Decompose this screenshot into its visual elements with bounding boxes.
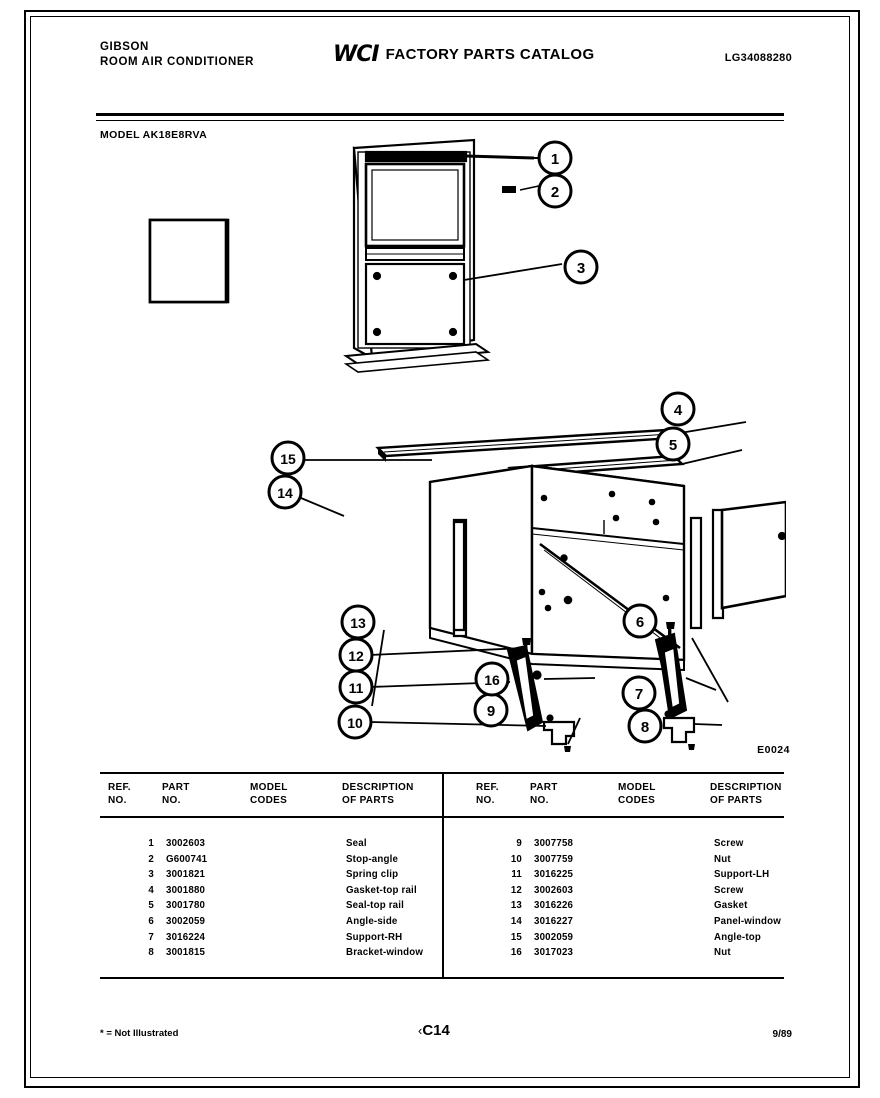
cell-ref-no: 1 bbox=[148, 838, 154, 849]
cell-model-codes bbox=[254, 867, 346, 883]
callout-4 bbox=[662, 393, 694, 425]
table-row bbox=[100, 852, 442, 868]
table-vertical-divider bbox=[442, 774, 444, 816]
cell-part-no: G600741 bbox=[166, 853, 208, 865]
cell-part-no: 3001780 bbox=[166, 900, 206, 912]
callout-8 bbox=[629, 710, 661, 742]
svg-text:7: 7 bbox=[634, 686, 644, 703]
svg-text:2: 2 bbox=[550, 184, 560, 201]
cell-part-no: 3001880 bbox=[166, 884, 206, 896]
table-data-area bbox=[100, 818, 784, 977]
cell-description: Gasket bbox=[714, 900, 748, 912]
header-part2-line1: PART bbox=[530, 782, 558, 793]
callout-1 bbox=[539, 142, 571, 174]
cell-ref-no: 14 bbox=[510, 915, 522, 927]
table-bottom-rule bbox=[100, 977, 784, 979]
callout-12 bbox=[340, 639, 372, 671]
cell-description: Angle-side bbox=[346, 915, 398, 927]
header-desc-line2: OF PARTS bbox=[342, 794, 395, 806]
cell-description: Spring clip bbox=[346, 869, 399, 881]
svg-text:12: 12 bbox=[348, 648, 364, 664]
svg-text:6: 6 bbox=[635, 614, 645, 631]
callout-6 bbox=[624, 605, 656, 637]
table-rows-right bbox=[442, 818, 784, 977]
svg-text:14: 14 bbox=[277, 485, 293, 501]
header-part bbox=[162, 782, 250, 807]
table-row bbox=[100, 898, 442, 914]
callout-3 bbox=[565, 251, 597, 283]
table-row bbox=[468, 930, 784, 946]
table-row bbox=[100, 867, 442, 883]
svg-text:15: 15 bbox=[280, 451, 296, 467]
cell-ref-no: 9 bbox=[516, 838, 522, 849]
header-model-line1: MODEL bbox=[250, 782, 288, 793]
svg-text:5: 5 bbox=[668, 437, 678, 454]
header-part-line2: NO. bbox=[162, 794, 181, 806]
cell-part-no: 3016226 bbox=[534, 900, 574, 912]
table-row bbox=[100, 836, 442, 852]
cell-model-codes bbox=[254, 898, 346, 914]
cell-ref-no: 8 bbox=[148, 947, 154, 959]
cell-part-no: 3007758 bbox=[534, 838, 574, 849]
table-row bbox=[100, 914, 442, 930]
table-header-row bbox=[100, 774, 784, 816]
header-part2-line2: NO. bbox=[530, 794, 549, 806]
cell-model-codes bbox=[254, 930, 346, 946]
callout-16 bbox=[476, 663, 508, 695]
cell-ref-no: 12 bbox=[510, 884, 522, 896]
catalog-title: FACTORY PARTS CATALOG bbox=[385, 46, 595, 63]
callout-15 bbox=[272, 442, 304, 474]
cell-model-codes bbox=[622, 945, 714, 961]
cell-model-codes bbox=[622, 898, 714, 914]
callout-5 bbox=[657, 428, 689, 460]
page-tick: ‹ bbox=[418, 1023, 423, 1038]
cell-description: Support-LH bbox=[714, 869, 770, 881]
cell-description: Gasket-top rail bbox=[346, 884, 417, 896]
cell-model-codes bbox=[622, 836, 714, 852]
header-desc2-line2: OF PARTS bbox=[710, 794, 763, 806]
brand-block bbox=[100, 40, 254, 70]
exploded-parts-diagram bbox=[96, 130, 786, 770]
cell-model-codes bbox=[622, 930, 714, 946]
cell-ref-no: 7 bbox=[148, 931, 154, 943]
footnote: * = Not Illustrated bbox=[100, 1028, 179, 1039]
svg-text:16: 16 bbox=[484, 672, 500, 688]
svg-text:3: 3 bbox=[576, 260, 586, 277]
callout-2 bbox=[539, 175, 571, 207]
cell-part-no: 3016224 bbox=[166, 931, 206, 943]
svg-text:9: 9 bbox=[486, 703, 496, 720]
table-row bbox=[468, 898, 784, 914]
cell-description: Screw bbox=[714, 884, 744, 896]
table-row bbox=[100, 945, 442, 961]
brand-category: ROOM AIR CONDITIONER bbox=[100, 56, 255, 68]
table-row bbox=[100, 930, 442, 946]
table-rows-left bbox=[100, 818, 442, 977]
cell-model-codes bbox=[254, 852, 346, 868]
cell-model-codes bbox=[254, 883, 346, 899]
callout-7 bbox=[623, 677, 655, 709]
parts-table bbox=[100, 772, 784, 979]
table-row bbox=[468, 914, 784, 930]
callout-14 bbox=[269, 476, 301, 508]
cell-description: Seal bbox=[346, 838, 367, 849]
table-vertical-divider-body bbox=[442, 818, 444, 977]
header-model2-line2: CODES bbox=[618, 794, 656, 806]
cell-description: Stop-angle bbox=[346, 853, 399, 865]
cell-description: Nut bbox=[714, 853, 731, 865]
header-ref2-line2: NO. bbox=[476, 794, 495, 806]
cell-part-no: 3016227 bbox=[534, 915, 574, 927]
svg-text:1: 1 bbox=[550, 151, 560, 168]
table-row bbox=[100, 883, 442, 899]
table-left-column bbox=[100, 774, 442, 816]
table-row bbox=[468, 945, 784, 961]
header-desc-line1: DESCRIPTION bbox=[342, 782, 414, 793]
cell-ref-no: 3 bbox=[148, 869, 154, 881]
cell-part-no: 3001821 bbox=[166, 869, 206, 881]
cell-description: Bracket-window bbox=[346, 947, 424, 959]
cell-ref-no: 11 bbox=[511, 869, 522, 881]
callout-10 bbox=[339, 706, 371, 738]
header-divider bbox=[96, 113, 784, 116]
header-ref-line1: REF. bbox=[108, 782, 131, 793]
model-label: MODEL AK18E8RVA bbox=[100, 129, 208, 141]
diagram-svg bbox=[96, 130, 786, 770]
cell-description: Screw bbox=[714, 838, 744, 849]
cell-description: Support-RH bbox=[346, 931, 403, 943]
cell-part-no: 3001815 bbox=[166, 947, 206, 959]
cell-model-codes bbox=[254, 836, 346, 852]
wci-logo: WCI bbox=[333, 42, 379, 67]
header-description-2 bbox=[710, 782, 784, 807]
table-right-column bbox=[442, 774, 784, 816]
page-number bbox=[418, 1022, 450, 1039]
cell-part-no: 3002603 bbox=[534, 884, 574, 896]
svg-text:10: 10 bbox=[347, 715, 363, 731]
header-model-codes bbox=[250, 782, 342, 807]
cell-part-no: 3002059 bbox=[166, 915, 206, 927]
cell-ref-no: 6 bbox=[148, 915, 154, 927]
cell-description: Angle-top bbox=[714, 931, 761, 943]
table-row bbox=[468, 883, 784, 899]
header-desc2-line1: DESCRIPTION bbox=[710, 782, 782, 793]
cell-model-codes bbox=[622, 914, 714, 930]
cell-part-no: 3016225 bbox=[534, 869, 574, 881]
cell-ref-no: 10 bbox=[510, 853, 522, 865]
diagram-code: E0024 bbox=[757, 744, 790, 756]
cell-model-codes bbox=[622, 883, 714, 899]
cell-ref-no: 5 bbox=[148, 900, 154, 912]
header-ref-2 bbox=[468, 782, 530, 807]
header-ref-line2: NO. bbox=[108, 794, 127, 806]
cell-description: Nut bbox=[714, 947, 731, 959]
catalog-title-block bbox=[333, 42, 595, 67]
svg-text:11: 11 bbox=[348, 680, 364, 696]
catalog-number: LG34088280 bbox=[724, 52, 792, 64]
cell-ref-no: 16 bbox=[510, 947, 522, 959]
table-header-left bbox=[100, 774, 442, 816]
revision-date: 9/89 bbox=[772, 1029, 792, 1040]
table-header-right bbox=[468, 774, 784, 816]
callout-9 bbox=[475, 694, 507, 726]
svg-text:8: 8 bbox=[640, 719, 650, 736]
cell-part-no: 3002603 bbox=[166, 838, 206, 849]
cell-part-no: 3017023 bbox=[534, 947, 574, 959]
cell-model-codes bbox=[622, 867, 714, 883]
cell-ref-no: 15 bbox=[510, 931, 522, 943]
cell-ref-no: 13 bbox=[510, 900, 522, 912]
cell-ref-no: 4 bbox=[148, 884, 154, 896]
table-row bbox=[468, 867, 784, 883]
cell-model-codes bbox=[254, 914, 346, 930]
cell-ref-no: 2 bbox=[148, 853, 154, 865]
cell-description: Seal-top rail bbox=[346, 900, 405, 912]
header-part-line1: PART bbox=[162, 782, 190, 793]
header-divider-thin bbox=[96, 120, 784, 121]
header-description bbox=[342, 782, 442, 807]
table-row bbox=[468, 852, 784, 868]
page-number-value: C14 bbox=[422, 1022, 450, 1039]
header-part-2 bbox=[530, 782, 618, 807]
callout-11 bbox=[340, 671, 372, 703]
cell-model-codes bbox=[622, 852, 714, 868]
brand-name: GIBSON bbox=[100, 41, 149, 53]
header-ref2-line1: REF. bbox=[476, 782, 499, 793]
cell-part-no: 3007759 bbox=[534, 853, 574, 865]
header-model-codes-2 bbox=[618, 782, 710, 807]
callout-13 bbox=[342, 606, 374, 638]
header-ref bbox=[100, 782, 162, 807]
svg-text:13: 13 bbox=[350, 615, 366, 631]
header-model-line2: CODES bbox=[250, 794, 288, 806]
svg-text:4: 4 bbox=[673, 402, 683, 419]
cell-model-codes bbox=[254, 945, 346, 961]
header-model2-line1: MODEL bbox=[618, 782, 656, 793]
cell-description: Panel-window bbox=[714, 915, 781, 927]
cell-part-no: 3002059 bbox=[534, 931, 574, 943]
table-row bbox=[468, 836, 784, 852]
